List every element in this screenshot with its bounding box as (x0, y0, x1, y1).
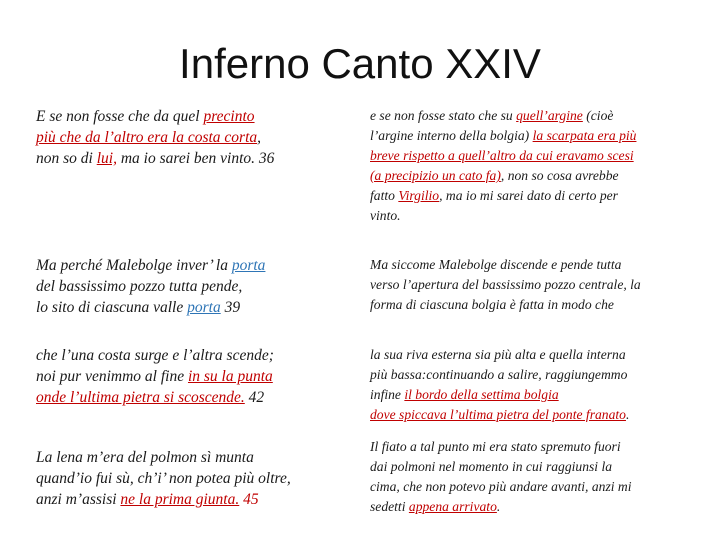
text-line (36, 489, 336, 510)
page-title: Inferno Canto XXIV (179, 40, 541, 87)
text-line (36, 127, 336, 148)
highlighted-text: la scarpata era più (532, 128, 637, 143)
text-segment: del bassissimo pozzo tutta pende, (36, 278, 243, 295)
highlighted-text: appena arrivato (408, 499, 497, 514)
text-line (370, 166, 700, 186)
text-segment: non so di (36, 150, 97, 167)
text-line (36, 148, 336, 169)
text-line (370, 186, 700, 206)
text-line (370, 437, 700, 457)
highlighted-text: quell’argine (516, 108, 583, 123)
text-line (370, 146, 700, 166)
text-line (370, 106, 700, 126)
text-segment: verso l’apertura del bassissimo pozzo centrale, la (370, 277, 641, 292)
highlighted-text: ne la prima giunta. (120, 491, 240, 508)
highlighted-text: lui, (96, 150, 117, 167)
text-line (370, 345, 700, 365)
text-segment: La lena m’era del polmon sì munta (36, 449, 254, 466)
text-segment: . (625, 407, 630, 422)
highlighted-text: precinto (203, 108, 255, 125)
text-segment: . (496, 499, 501, 514)
stanza-verse-4 (36, 447, 336, 510)
text-line (370, 497, 700, 517)
stanza-paraphrase-2 (370, 255, 700, 315)
highlighted-text: il bordo della settima bolgia (404, 387, 559, 402)
text-line (36, 297, 336, 318)
text-line (370, 275, 700, 295)
text-segment: forma di ciascuna bolgia è fatta in modo che (370, 297, 614, 312)
stanza-verse-1 (36, 106, 336, 169)
text-line (36, 276, 336, 297)
highlighted-text: 45 (239, 491, 259, 508)
stanza-verse-3 (36, 345, 336, 408)
text-segment: 42 (244, 389, 265, 406)
highlighted-text: porta (231, 257, 266, 274)
text-line (370, 126, 700, 146)
stanza-paraphrase-1 (370, 106, 700, 226)
highlighted-text: Virgilio (398, 188, 440, 203)
text-segment: anzi m’assisi (36, 491, 121, 508)
text-segment: quand’io fui sù, ch’i’ non potea più oltre, (36, 470, 291, 487)
text-segment: Il fiato a tal punto mi era stato spremuto fuori (370, 439, 621, 454)
text-segment: sedetti (370, 499, 409, 514)
text-line (36, 387, 336, 408)
text-segment: E se non fosse che da quel (36, 108, 204, 125)
text-line (36, 366, 336, 387)
text-line (36, 106, 336, 127)
text-line (36, 345, 336, 366)
text-segment: Ma siccome Malebolge discende e pende tutta (370, 257, 622, 272)
highlighted-text: dove spiccava l’ultima pietra del ponte franato (370, 407, 626, 422)
highlighted-text: breve rispetto a quell’altro da cui eravamo scesi (370, 148, 634, 163)
text-segment: noi pur venimmo al fine (36, 368, 188, 385)
text-segment: vinto. (370, 208, 401, 223)
text-line (36, 468, 336, 489)
text-line (370, 457, 700, 477)
stanza-paraphrase-3 (370, 345, 700, 425)
text-segment: dai polmoni nel momento in cui raggiunsi la (370, 459, 613, 474)
highlighted-text: in su la punta (187, 368, 273, 385)
text-line (36, 447, 336, 468)
text-line (370, 385, 700, 405)
text-segment: più bassa:continuando a salire, raggiungemmo (370, 367, 628, 382)
text-line (370, 295, 700, 315)
stanza-verse-2 (36, 255, 336, 318)
text-segment: ma io sarei ben vinto. 36 (116, 150, 275, 167)
text-segment: fatto (370, 188, 399, 203)
text-segment: (cioè (582, 108, 614, 123)
highlighted-text: più che da l’altro era la costa corta (36, 129, 258, 146)
highlighted-text: onde l’ultima pietra si scoscende. (36, 389, 245, 406)
text-line (370, 255, 700, 275)
text-line (36, 255, 336, 276)
text-segment: , ma io mi sarei dato di certo per (439, 188, 618, 203)
text-line (370, 206, 700, 226)
text-segment: l’argine interno della bolgia) (370, 128, 533, 143)
text-line (370, 405, 700, 425)
text-line (370, 477, 700, 497)
text-segment: che l’una costa surge e l’altra scende; (36, 347, 274, 364)
text-segment: la sua riva esterna sia più alta e quella interna (370, 347, 626, 362)
text-segment: , (257, 129, 262, 146)
highlighted-text: (a precipizio un cato fa) (370, 168, 501, 183)
text-segment: lo sito di ciascuna valle (36, 299, 188, 316)
highlighted-text: porta (187, 299, 221, 316)
text-segment: , non so cosa avrebbe (500, 168, 619, 183)
text-segment: infine (370, 387, 405, 402)
text-segment: e se non fosse stato che su (370, 108, 517, 123)
text-segment: Ma perché Malebolge inver’ la (36, 257, 232, 274)
text-segment: 39 (220, 299, 241, 316)
stanza-paraphrase-4 (370, 437, 700, 517)
text-line (370, 365, 700, 385)
text-segment: cima, che non potevo più andare avanti, anzi mi (370, 479, 632, 494)
